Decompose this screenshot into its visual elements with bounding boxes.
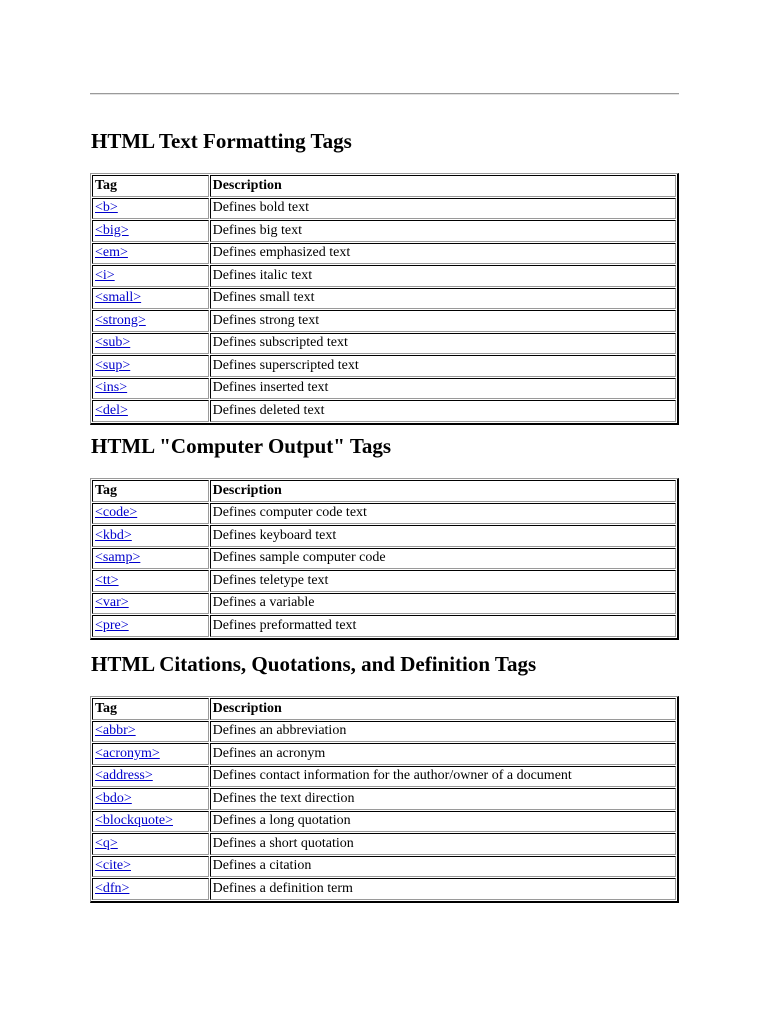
table-header-row — [92, 480, 676, 502]
description-cell: Defines an abbreviation — [210, 721, 676, 743]
table-header-row — [92, 698, 676, 720]
tags-table-citations-quotations — [90, 696, 679, 903]
table-row — [92, 856, 676, 878]
description-cell: Defines deleted text — [210, 400, 676, 422]
description-cell: Defines emphasized text — [210, 243, 676, 265]
table-row — [92, 243, 676, 265]
table-row — [92, 525, 676, 547]
description-cell: Defines an acronym — [210, 743, 676, 765]
tag-cell — [92, 570, 209, 592]
column-header-tag: Tag — [92, 175, 209, 197]
tag-link[interactable]: <code> — [95, 505, 138, 521]
tag-link[interactable]: <dfn> — [95, 880, 130, 896]
tag-cell — [92, 721, 209, 743]
table-row — [92, 811, 676, 833]
description-cell: Defines strong text — [210, 310, 676, 332]
tag-cell — [92, 220, 209, 242]
description-cell: Defines superscripted text — [210, 355, 676, 377]
section-heading-text-formatting: HTML Text Formatting Tags — [91, 129, 352, 153]
table-row — [92, 503, 676, 525]
tag-cell — [92, 333, 209, 355]
tag-link[interactable]: <blockquote> — [95, 813, 173, 829]
table-row — [92, 265, 676, 287]
tag-link[interactable]: <tt> — [95, 572, 119, 588]
column-header-description: Description — [210, 698, 676, 720]
table-row — [92, 615, 676, 637]
table-row — [92, 721, 676, 743]
tag-link[interactable]: <acronym> — [95, 745, 160, 761]
tag-link[interactable]: <sub> — [95, 335, 131, 351]
tag-cell — [92, 548, 209, 570]
table-row — [92, 593, 676, 615]
description-cell: Defines sample computer code — [210, 548, 676, 570]
table-row — [92, 833, 676, 855]
column-header-description: Description — [210, 175, 676, 197]
tag-link[interactable]: <i> — [95, 267, 115, 283]
tag-cell — [92, 878, 209, 900]
tag-cell — [92, 265, 209, 287]
table-row — [92, 570, 676, 592]
description-cell: Defines big text — [210, 220, 676, 242]
table-row — [92, 220, 676, 242]
tag-link[interactable]: <samp> — [95, 550, 141, 566]
tag-link[interactable]: <var> — [95, 595, 129, 611]
table-row — [92, 355, 676, 377]
tag-cell — [92, 525, 209, 547]
table-row — [92, 548, 676, 570]
tag-link[interactable]: <del> — [95, 402, 128, 418]
tag-link[interactable]: <address> — [95, 768, 153, 784]
description-cell: Defines contact information for the author/owner of a document — [210, 766, 676, 788]
table-row — [92, 788, 676, 810]
tag-cell — [92, 788, 209, 810]
tag-link[interactable]: <ins> — [95, 380, 128, 396]
tags-table-text-formatting — [90, 173, 679, 425]
description-cell: Defines inserted text — [210, 378, 676, 400]
section-heading-citations-quotations: HTML Citations, Quotations, and Definition Tags — [91, 652, 537, 676]
table-row — [92, 310, 676, 332]
description-cell: Defines computer code text — [210, 503, 676, 525]
column-header-tag: Tag — [92, 698, 209, 720]
description-cell: Defines subscripted text — [210, 333, 676, 355]
section-heading-computer-output: HTML "Computer Output" Tags — [91, 434, 392, 458]
table-row — [92, 743, 676, 765]
description-cell: Defines teletype text — [210, 570, 676, 592]
column-header-tag: Tag — [92, 480, 209, 502]
tag-link[interactable]: <em> — [95, 245, 128, 261]
tag-cell — [92, 503, 209, 525]
tag-link[interactable]: <abbr> — [95, 723, 136, 739]
tag-link[interactable]: <pre> — [95, 617, 129, 633]
description-cell: Defines a definition term — [210, 878, 676, 900]
tag-link[interactable]: <sup> — [95, 357, 131, 373]
description-cell: Defines small text — [210, 288, 676, 310]
tag-link[interactable]: <big> — [95, 222, 129, 238]
tag-cell — [92, 811, 209, 833]
description-cell: Defines a short quotation — [210, 833, 676, 855]
table-header-row — [92, 175, 676, 197]
description-cell: Defines italic text — [210, 265, 676, 287]
tag-link[interactable]: <cite> — [95, 858, 131, 874]
description-cell: Defines keyboard text — [210, 525, 676, 547]
tag-cell — [92, 766, 209, 788]
table-row — [92, 378, 676, 400]
tag-link[interactable]: <small> — [95, 290, 142, 306]
tags-table-computer-output — [90, 478, 679, 640]
tag-cell — [92, 593, 209, 615]
tag-cell — [92, 856, 209, 878]
description-cell: Defines a citation — [210, 856, 676, 878]
description-cell: Defines a variable — [210, 593, 676, 615]
tag-link[interactable]: <q> — [95, 835, 118, 851]
tag-cell — [92, 288, 209, 310]
tag-cell — [92, 378, 209, 400]
tag-cell — [92, 615, 209, 637]
column-header-description: Description — [210, 480, 676, 502]
tag-link[interactable]: <strong> — [95, 312, 146, 328]
tag-cell — [92, 743, 209, 765]
table-row — [92, 288, 676, 310]
tag-link[interactable]: <kbd> — [95, 527, 132, 543]
description-cell: Defines a long quotation — [210, 811, 676, 833]
tag-cell — [92, 243, 209, 265]
tag-cell — [92, 198, 209, 220]
tag-cell — [92, 355, 209, 377]
tag-link[interactable]: <b> — [95, 200, 118, 216]
tag-link[interactable]: <bdo> — [95, 790, 132, 806]
description-cell: Defines bold text — [210, 198, 676, 220]
description-cell: Defines preformatted text — [210, 615, 676, 637]
tag-cell — [92, 833, 209, 855]
table-row — [92, 878, 676, 900]
table-row — [92, 400, 676, 422]
tag-cell — [92, 310, 209, 332]
description-cell: Defines the text direction — [210, 788, 676, 810]
horizontal-rule — [90, 93, 679, 95]
table-row — [92, 766, 676, 788]
table-row — [92, 198, 676, 220]
table-row — [92, 333, 676, 355]
tag-cell — [92, 400, 209, 422]
